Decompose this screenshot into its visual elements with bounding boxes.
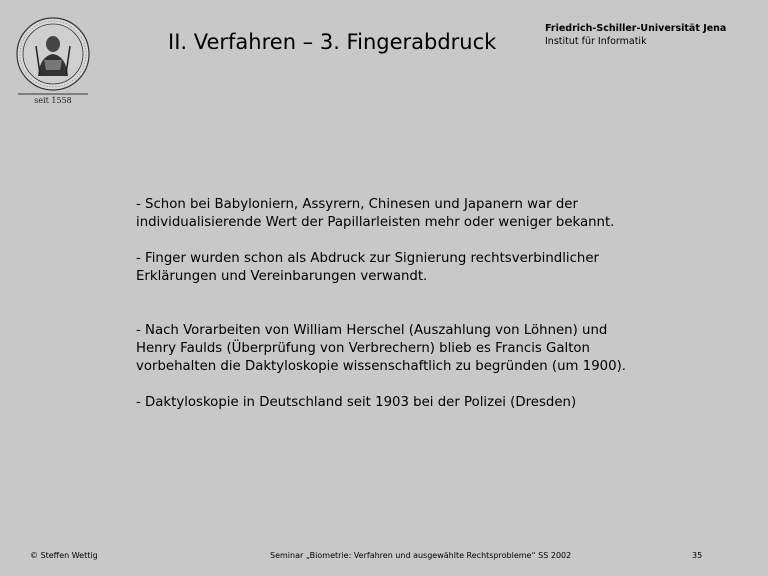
paragraph-signature: - Finger wurden schon als Abdruck zur Signierung rechtsverbindlicher Erklärungen und Vereinbarungen verwandt. — [136, 251, 600, 284]
slide-title: II. Verfahren – 3. Fingerabdruck — [168, 30, 497, 54]
paragraph-germany: - Daktyloskopie in Deutschland seit 1903 bei der Polizei (Dresden) — [136, 395, 577, 410]
footer-page-number: 35 — [692, 551, 703, 560]
slide-content — [136, 196, 656, 412]
paragraph-babylonians: - Schon bei Babyloniern, Assyrern, Chinesen und Japanern war der individualisierende Wert der Papillarleisten mehr oder weniger bekannt. — [136, 197, 615, 230]
paragraph-herschel-galton: - Nach Vorarbeiten von William Herschel (Auszahlung von Löhnen) und Henry Faulds (Überprüfung von Verbrechern) blieb es Francis Galton vorbehalten die Daktyloskopie wissenschaftlich zu begründen (um 1900). — [136, 323, 626, 374]
footer-seminar: Seminar „Biometrie: Verfahren und ausgewählte Rechtsprobleme“ SS 2002 — [270, 551, 572, 560]
university-name: Friedrich-Schiller-Universität Jena — [545, 23, 727, 34]
footer-author: © Steffen Wettig — [30, 551, 98, 560]
seal-underline — [14, 92, 92, 96]
seal-year: seit 1558 — [34, 96, 72, 105]
institute-name: Institut für Informatik — [545, 36, 647, 47]
seal-icon — [14, 16, 92, 94]
university-seal — [14, 16, 92, 106]
